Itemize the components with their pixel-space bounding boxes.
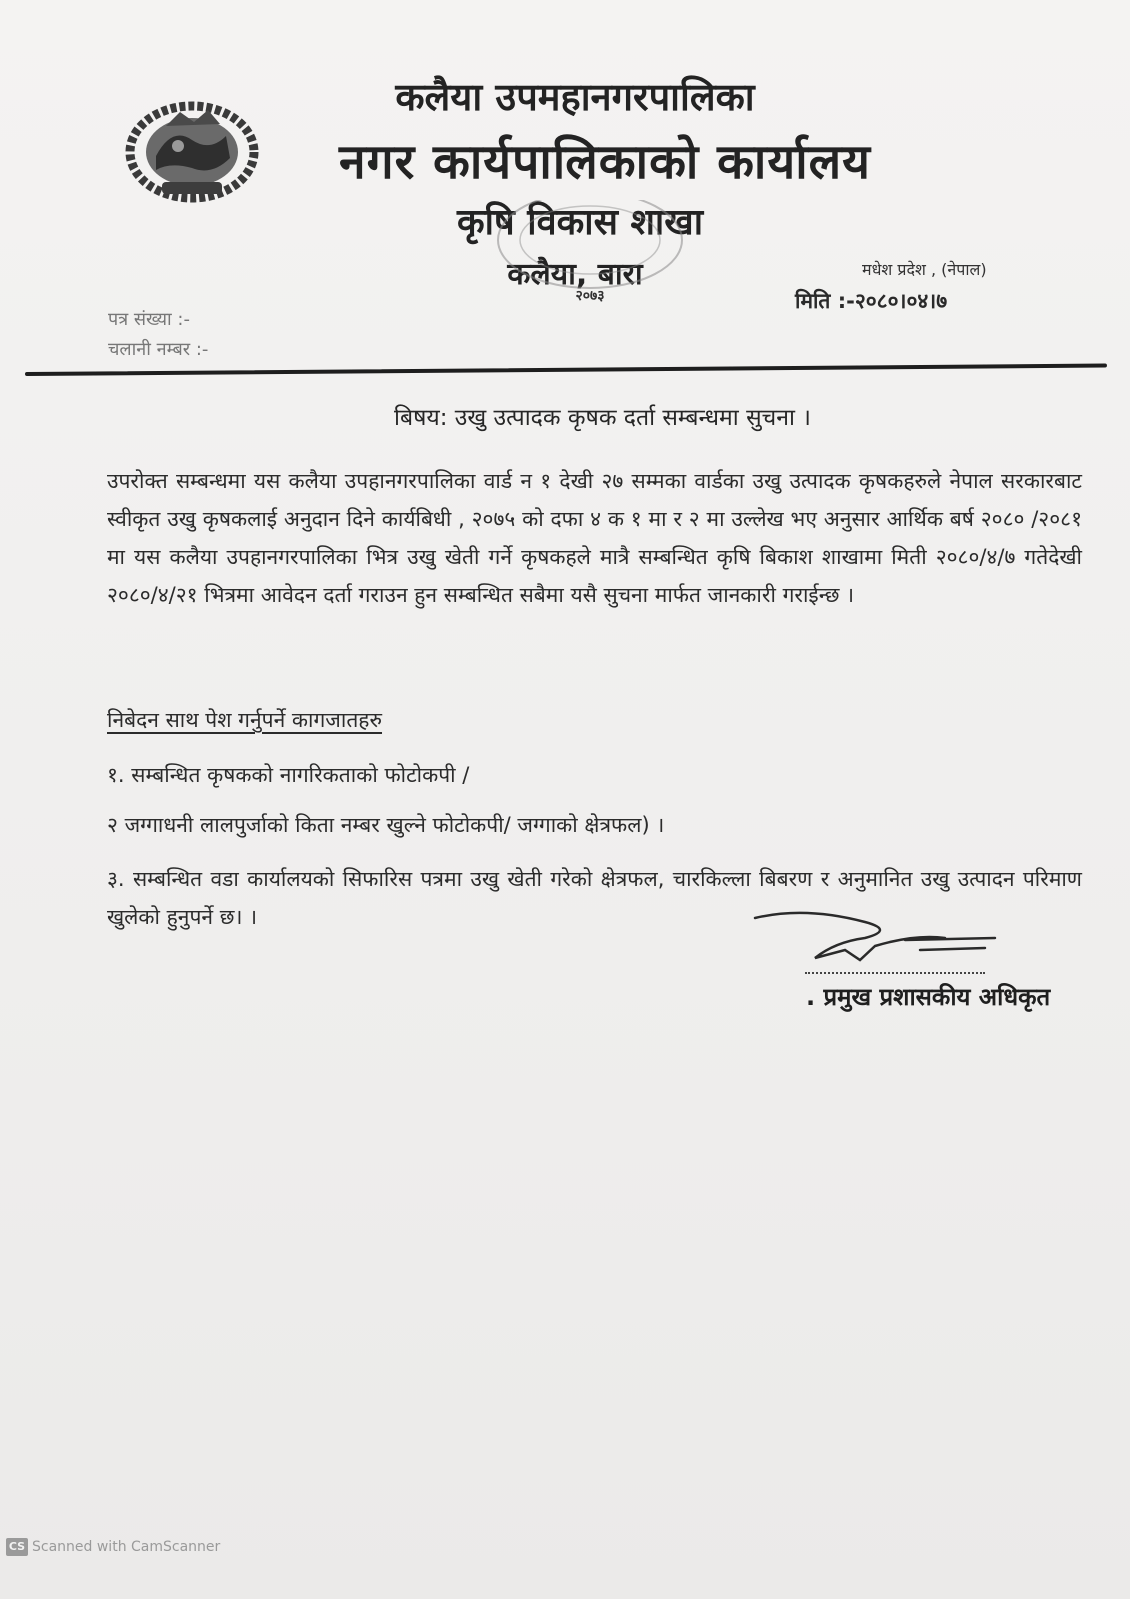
requirement-item: ३. सम्बन्धित वडा कार्यालयको सिफारिस पत्रमा उखु खेती गरेको क्षेत्रफल, चारकिल्ला बिबरण र अनुमानित उखु उत्पादन परिमाण खुलेको हुनुपर्ने छ। । bbox=[107, 867, 1082, 929]
office-seal-icon bbox=[490, 200, 690, 310]
subject-line: बिषय: उखु उत्पादक कृषक दर्ता सम्बन्धमा सुचना । bbox=[394, 405, 811, 431]
letter-date: मिति :-२०८०।०४।७ bbox=[795, 289, 948, 313]
letter-number-label: पत्र संख्या :- bbox=[108, 309, 190, 330]
dispatch-number-label: चलानी नम्बर :- bbox=[108, 339, 209, 360]
requirements-heading: निबेदन साथ पेश गर्नुपर्ने कागजातहरु bbox=[107, 708, 383, 732]
signature-icon bbox=[745, 898, 1005, 978]
signature-line bbox=[805, 972, 985, 974]
camscanner-logo-icon: CS bbox=[6, 1538, 28, 1556]
seal-year: २०७३ bbox=[575, 288, 605, 304]
municipality-name: कलैया उपमहानगरपालिका bbox=[395, 75, 755, 119]
section-name: कृषि विकास शाखा bbox=[456, 202, 704, 243]
office-name: नगर कार्यपालिकाको कार्यालय bbox=[338, 134, 872, 190]
header-divider bbox=[25, 364, 1107, 376]
notice-body: उपरोक्त सम्बन्धमा यस कलैया उपहानगरपालिका वार्ड न १ देखी २७ सम्मका वार्डका उखु उत्पादक कृषकहरुले नेपाल सरकारबाट स्वीकृत उखु कृषकलाई अनुदान दिने कार्यबिधी , २०७५ को दफा ४ क १ मा र २ मा उल्लेख भए अनुसार आर्थिक बर्ष २०८० /२०८१ मा यस कलैया उपहानगरपालिका भित्र उखु खेती गर्ने कृषकहले मात्रै सम्बन्धित कृषि बिकाश शाखामा मिती २०८०/४/७ गतेदेखी २०८०/४/२१ भित्रमा आवेदन दर्ता गराउन हुन सम्बन्धित सबैमा यसै सुचना मार्फत जानकारी गराईन्छ । bbox=[107, 469, 1082, 607]
signatory-title: . प्रमुख प्रशासकीय अधिकृत bbox=[806, 983, 1051, 1011]
province-label: मधेश प्रदेश , (नेपाल) bbox=[862, 260, 987, 279]
requirement-item: २ जग्गाधनी लालपुर्जाको किता नम्बर खुल्ने फोटोकपी/ जग्गाको क्षेत्रफल) । bbox=[107, 813, 665, 837]
scanner-watermark-text: Scanned with CamScanner bbox=[32, 1539, 221, 1555]
scanner-watermark bbox=[6, 1538, 220, 1556]
requirement-item: १. सम्बन्धित कृषकको नागरिकताको फोटोकपी / bbox=[107, 763, 470, 787]
office-location: कलैया, बारा bbox=[507, 257, 643, 292]
